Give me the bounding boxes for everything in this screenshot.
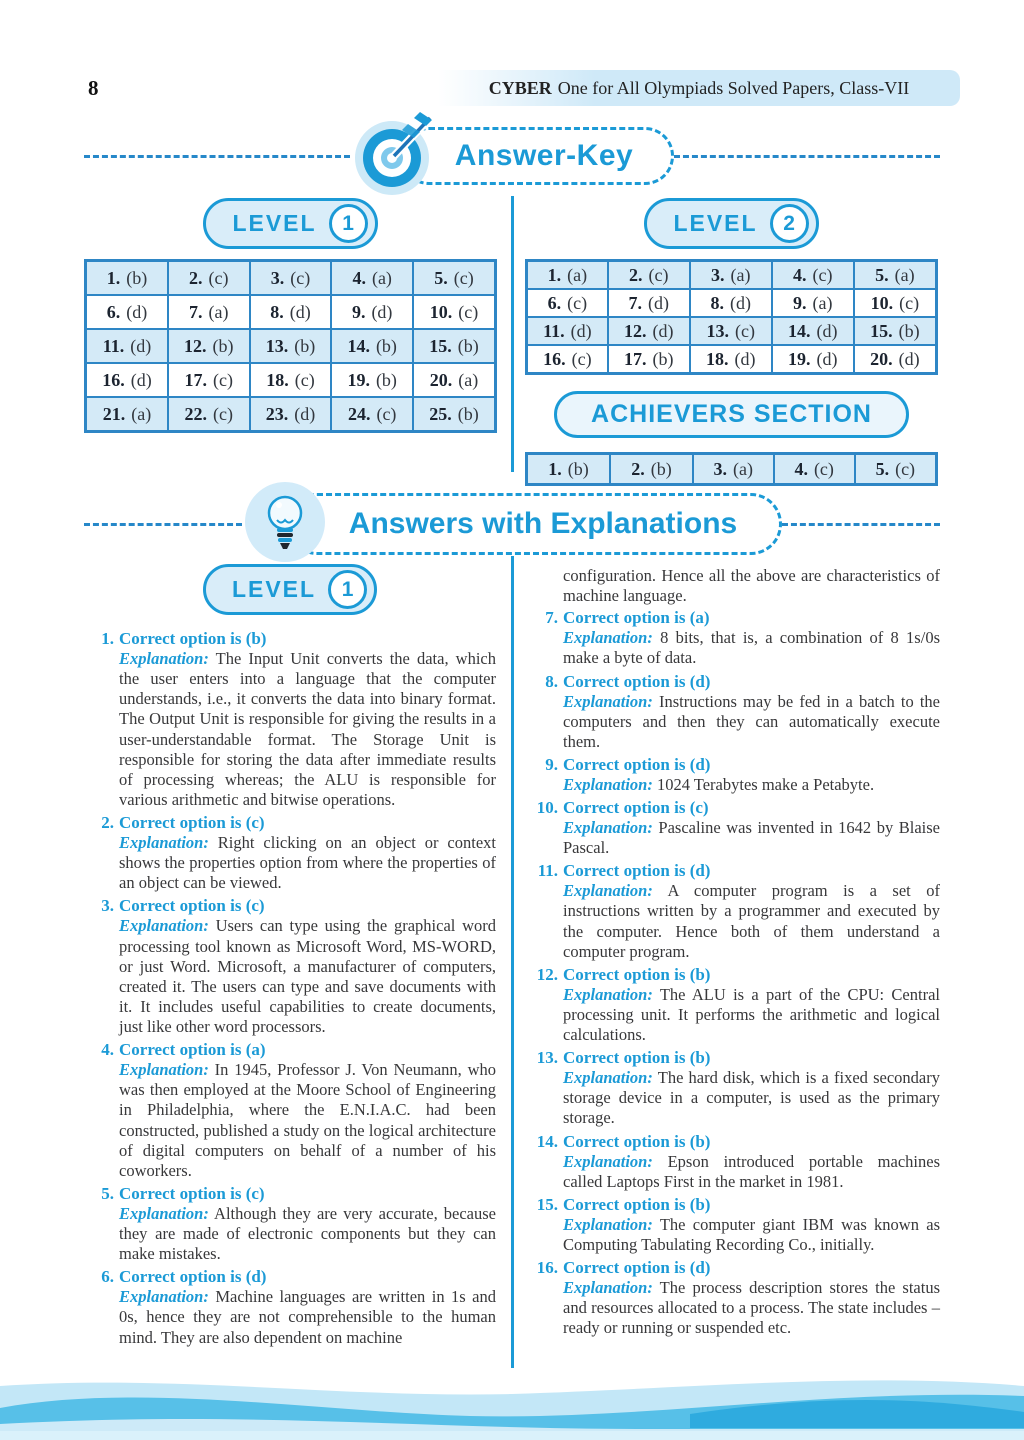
explanation-list-left xyxy=(84,629,496,1348)
item-number: 16. xyxy=(536,1258,558,1277)
explanation-item xyxy=(84,1267,496,1347)
explanation-label: Explanation: xyxy=(563,881,653,901)
correct-option-heading: Correct option is (d) xyxy=(563,1258,711,1277)
item-number: 10. xyxy=(536,798,558,817)
answer-cell: 6. (c) xyxy=(527,289,608,317)
answer-row xyxy=(86,261,496,296)
explanation-text: Explanation: The ALU is a part of the CPU: Central processing unit. It performs the arithmetic and logical calculations. xyxy=(563,984,940,1044)
answer-cell: 11. (d) xyxy=(527,317,608,345)
correct-option-heading: Correct option is (c) xyxy=(119,1183,265,1203)
level1-answer-table xyxy=(84,259,497,433)
answer-cell: 21. (a) xyxy=(86,397,168,432)
level2-column xyxy=(525,198,938,486)
level2-number: 2 xyxy=(770,204,809,243)
explanation-item xyxy=(84,896,496,1037)
answer-cell: 13. (c) xyxy=(690,317,772,345)
answer-cell: 3. (a) xyxy=(693,454,774,485)
answer-row xyxy=(527,261,937,290)
answer-cell: 18. (d) xyxy=(690,345,772,374)
answer-cell: 4. (c) xyxy=(772,261,854,290)
correct-option-heading: Correct option is (d) xyxy=(119,1267,267,1287)
answer-cell: 6. (d) xyxy=(86,295,168,329)
answer-cell: 12. (d) xyxy=(608,317,690,345)
answer-cell: 2. (c) xyxy=(608,261,690,290)
explanation-text: Explanation: Epson introduced portable machines called Laptops First in the market in 1981. xyxy=(563,1151,940,1191)
answer-cell: 7. (d) xyxy=(608,289,690,317)
explanation-text: Explanation: Instructions may be fed in a batch to the computers and then they can automatically execute them. xyxy=(563,691,940,751)
answer-cell: 16. (c) xyxy=(527,345,608,374)
light-bulb-icon xyxy=(242,479,328,570)
answer-key-band xyxy=(84,120,940,192)
item-number: 2. xyxy=(101,813,114,832)
header-bar xyxy=(438,70,960,106)
answer-cell: 8. (d) xyxy=(250,295,332,329)
answer-cell: 5. (c) xyxy=(855,454,937,485)
explanations-columns xyxy=(84,560,940,1351)
explanation-text: Explanation: The hard disk, which is a fixed secondary storage device in a computer, is used as the primary storage. xyxy=(563,1068,940,1128)
correct-option-heading: Correct option is (a) xyxy=(119,1040,266,1060)
correct-option-heading: Correct option is (b) xyxy=(563,1194,711,1214)
explanation-text: Explanation: A computer program is a set of instructions written by a programmer and executed by the computer. Hence both of them understand a computer program. xyxy=(563,881,940,961)
item-number: 5. xyxy=(101,1183,114,1203)
explanation-label: Explanation: xyxy=(563,1278,653,1297)
explanation-item xyxy=(528,1195,940,1255)
explanation-label: Explanation: xyxy=(119,1287,209,1307)
answer-cell: 17. (b) xyxy=(608,345,690,374)
explanation-text: Explanation: 8 bits, that is, a combination of 8 1s/0s make a byte of data. xyxy=(563,628,940,668)
answer-cell: 2. (b) xyxy=(610,454,693,485)
explanation-item xyxy=(528,672,940,752)
explanation-item xyxy=(84,813,496,893)
explanation-label: Explanation: xyxy=(563,774,653,794)
answer-cell: 5. (c) xyxy=(413,261,495,296)
explanation-item xyxy=(528,861,940,962)
correct-option-heading: Correct option is (b) xyxy=(119,629,267,648)
answer-cell: 2. (c) xyxy=(168,261,250,296)
explanations-title: Answers with Explanations xyxy=(286,493,782,555)
item-number: 7. xyxy=(545,608,558,628)
achievers-section-badge: ACHIEVERS SECTION xyxy=(554,391,909,438)
explanations-level-number: 1 xyxy=(328,570,367,609)
explanations-level-label: LEVEL xyxy=(231,576,317,602)
dashed-rule-left2 xyxy=(84,523,242,526)
correct-option-heading: Correct option is (c) xyxy=(119,813,265,832)
level2-answer-table xyxy=(525,259,938,375)
item-number: 14. xyxy=(536,1131,558,1151)
correct-option-heading: Correct option is (c) xyxy=(563,798,709,817)
item-number: 13. xyxy=(536,1048,558,1068)
explanation-item xyxy=(528,1048,940,1128)
item-number: 4. xyxy=(101,1040,114,1060)
explanation-item xyxy=(84,629,496,810)
correct-option-heading: Correct option is (b) xyxy=(563,1048,711,1068)
explanation-text: Explanation: Although they are very accurate, because they are made of electronic components but they can make mistakes. xyxy=(119,1203,496,1264)
correct-option-heading: Correct option is (a) xyxy=(563,608,710,628)
page-number: 8 xyxy=(88,76,99,100)
explanation-item xyxy=(528,965,940,1045)
answer-cell: 7. (a) xyxy=(168,295,250,329)
dashed-rule-right2 xyxy=(782,523,940,526)
explanations-level1-badge xyxy=(203,564,377,615)
answer-cell: 4. (a) xyxy=(331,261,413,296)
explanation-label: Explanation: xyxy=(119,916,209,936)
answer-row xyxy=(86,363,496,397)
correct-option-heading: Correct option is (d) xyxy=(563,861,711,881)
answer-cell: 18. (c) xyxy=(250,363,332,397)
explanation-item xyxy=(528,1258,940,1338)
header-title: One for All Olympiads Solved Papers, Class-VII xyxy=(557,77,910,98)
header-title-bold: CYBER xyxy=(488,77,552,98)
explanation-text: Explanation: Machine languages are written in 1s and 0s, hence they are not comprehensible to the human mind. They are also dependent on machine xyxy=(119,1287,496,1347)
answer-row xyxy=(527,289,937,317)
answer-cell: 10. (c) xyxy=(854,289,937,317)
correct-option-heading: Correct option is (b) xyxy=(563,1131,711,1151)
answer-cell: 9. (a) xyxy=(772,289,854,317)
explanation-label: Explanation: xyxy=(563,818,653,837)
answer-cell: 23. (d) xyxy=(250,397,332,432)
target-dart-icon xyxy=(350,110,438,203)
answer-cell: 25. (b) xyxy=(413,397,495,432)
dashed-rule-left xyxy=(84,155,350,158)
answer-cell: 22. (c) xyxy=(168,397,250,432)
item-number: 1. xyxy=(101,629,114,648)
explanation-item xyxy=(528,1132,940,1192)
explanation-text: Explanation: Pascaline was invented in 1642 by Blaise Pascal. xyxy=(563,818,940,858)
explanations-left-column xyxy=(84,560,496,1351)
answer-cell: 12. (b) xyxy=(168,329,250,363)
answer-cell: 10. (c) xyxy=(413,295,495,329)
explanation-label: Explanation: xyxy=(119,649,209,668)
answer-row xyxy=(527,345,937,374)
explanation-text: Explanation: In 1945, Professor J. Von Neumann, who was then employed at the Moore School of Engineering in Philadelphia, where the E.N.I.A.C. had been constructed, published a study on the logical architecture of digital computers on behalf of a number of his coworkers. xyxy=(119,1060,496,1180)
answer-cell: 20. (d) xyxy=(854,345,937,374)
level2-badge xyxy=(644,198,818,249)
explanation-label: Explanation: xyxy=(563,1214,653,1234)
explanation-text: Explanation: The Input Unit converts the data, which the user enters into a language that the computer understands, i.e., it converts the data into binary format. The Output Unit is responsible for giving the results in a user-understandable format. The Storage Unit is responsible for storing the data after immediate results of processing whereas; the ALU is responsible for various arithmetic and bitwise operations. xyxy=(119,649,496,809)
answer-cell: 1. (b) xyxy=(527,454,611,485)
answer-row xyxy=(86,397,496,432)
item-number: 12. xyxy=(536,964,558,984)
answer-key-columns xyxy=(84,198,938,486)
item-number: 15. xyxy=(536,1194,558,1214)
explanation-item xyxy=(84,1184,496,1264)
level1-badge xyxy=(203,198,377,249)
level1-column xyxy=(84,198,497,486)
item-number: 8. xyxy=(545,671,558,691)
item-number: 9. xyxy=(545,754,558,774)
level2-label: LEVEL xyxy=(673,210,758,236)
answer-cell: 4. (c) xyxy=(774,454,855,485)
answer-key-title: Answer-Key xyxy=(400,127,674,185)
correct-option-heading: Correct option is (c) xyxy=(119,896,265,916)
answer-cell: 20. (a) xyxy=(413,363,495,397)
answer-cell: 19. (b) xyxy=(331,363,413,397)
explanation-text: Explanation: The process description stores the status and resources allocated to a process. The state includes – ready or running or suspended etc. xyxy=(563,1278,940,1338)
answer-cell: 17. (c) xyxy=(168,363,250,397)
explanation-label: Explanation: xyxy=(119,1060,209,1080)
answer-row xyxy=(527,317,937,345)
answer-cell: 13. (b) xyxy=(250,329,332,363)
correct-option-heading: Correct option is (b) xyxy=(563,964,711,984)
explanation-item xyxy=(528,755,940,795)
answer-cell: 15. (b) xyxy=(413,329,495,363)
answer-cell: 14. (d) xyxy=(772,317,854,345)
explanation-label: Explanation: xyxy=(563,984,653,1004)
item-number: 6. xyxy=(101,1267,114,1287)
explanation-item xyxy=(528,608,940,668)
answer-cell: 1. (b) xyxy=(86,261,168,296)
explanation-text: Explanation: Users can type using the graphical word processing tool known as Microsoft Word, MS-WORD, or just Word. Microsoft, a manufacturer of computers, created it. The users can type and save documents with it. It includes useful capabilities to create documents, just like other word processors. xyxy=(119,916,496,1036)
answer-cell: 8. (d) xyxy=(690,289,772,317)
explanation-label: Explanation: xyxy=(563,1068,653,1088)
explanation-item xyxy=(528,798,940,858)
answer-cell: 15. (b) xyxy=(854,317,937,345)
level1-number: 1 xyxy=(329,204,368,243)
answer-row xyxy=(86,295,496,329)
explanation-text: Explanation: The computer giant IBM was known as Computing Tabulating Recording Co., initially. xyxy=(563,1214,940,1254)
answer-cell: 14. (b) xyxy=(331,329,413,363)
answer-cell: 5. (a) xyxy=(854,261,937,290)
footer-wave-decoration xyxy=(0,1370,1024,1440)
explanation-label: Explanation: xyxy=(563,628,653,648)
item-number: 3. xyxy=(101,896,114,916)
dashed-rule-right xyxy=(674,155,940,158)
explanations-band xyxy=(84,486,940,562)
answer-cell: 11. (d) xyxy=(86,329,168,363)
answer-cell: 3. (c) xyxy=(250,261,332,296)
answer-cell: 3. (a) xyxy=(690,261,772,290)
item-number: 11. xyxy=(537,861,558,881)
explanation-label: Explanation: xyxy=(563,691,653,711)
correct-option-heading: Correct option is (d) xyxy=(563,671,711,691)
answer-cell: 19. (d) xyxy=(772,345,854,374)
explanation-item xyxy=(84,1040,496,1181)
correct-option-heading: Correct option is (d) xyxy=(563,754,711,774)
explanation-label: Explanation: xyxy=(119,833,209,852)
explanation-text: Explanation: Right clicking on an object or context shows the properties option from where the properties of an object can be viewed. xyxy=(119,833,496,893)
explanation-text: Explanation: 1024 Terabytes make a Petabyte. xyxy=(563,774,875,794)
explanation-list-right xyxy=(528,608,940,1338)
continued-paragraph: configuration. Hence all the above are characteristics of machine language. xyxy=(563,566,940,606)
level1-label: LEVEL xyxy=(232,210,317,236)
answer-key-badge xyxy=(350,110,674,203)
answer-cell: 9. (d) xyxy=(331,295,413,329)
explanation-label: Explanation: xyxy=(563,1151,653,1171)
answer-cell: 24. (c) xyxy=(331,397,413,432)
answer-cell: 1. (a) xyxy=(527,261,608,290)
answer-cell: 16. (d) xyxy=(86,363,168,397)
explanations-right-column xyxy=(528,560,940,1351)
explanation-label: Explanation: xyxy=(119,1203,209,1223)
answer-row xyxy=(86,329,496,363)
